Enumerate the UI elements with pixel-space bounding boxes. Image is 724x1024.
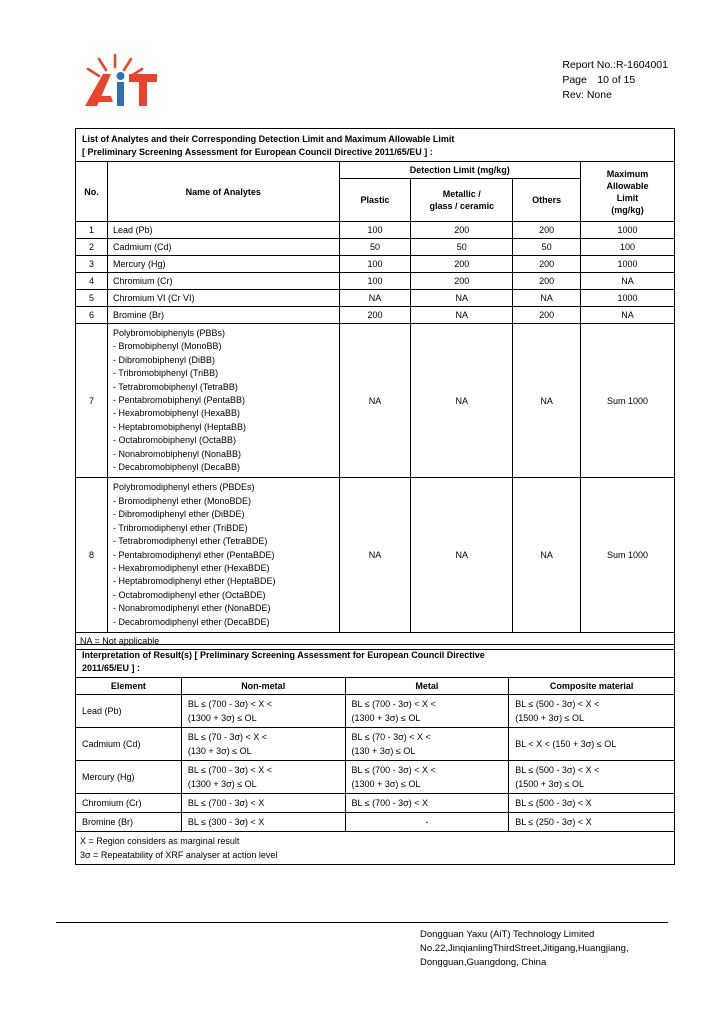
pbb-item: - Tetrabromobiphenyl (TetraBB) <box>112 381 238 392</box>
interp-line: BL < X < (150 + 3σ) ≤ OL <box>515 739 617 749</box>
pbde-item: - Decabromodiphenyl ether (DecaBDE) <box>112 616 270 627</box>
interp-composite <box>509 695 675 728</box>
ait-logo <box>75 54 195 110</box>
row-others: 200 <box>513 273 581 290</box>
interp-line: BL ≤ (700 - 3σ) < X <box>187 798 265 808</box>
pbde-item: - Tetrabromodiphenyl ether (TetraBDE) <box>112 536 268 547</box>
pbb-item: - Heptabromobiphenyl (HeptaBB) <box>112 421 247 432</box>
row-no: 8 <box>76 478 108 632</box>
pbb-item: - Hexabromobiphenyl (HexaBB) <box>112 408 241 419</box>
row-others: 50 <box>513 239 581 256</box>
analytes-title-line1: List of Analytes and their Corresponding Detection Limit and Maximum Allowable Limit <box>82 134 455 144</box>
note-line: 3σ = Repeatability of XRF analyser at action level <box>80 850 278 860</box>
page-footer <box>420 928 629 970</box>
row-max: Sum 1000 <box>581 478 675 632</box>
interp-metal <box>345 794 509 813</box>
row-name: Bromine (Br) <box>107 307 339 324</box>
header-plastic: Plastic <box>339 179 411 222</box>
analytes-table <box>75 161 675 650</box>
pbde-lead: Polybromodiphenyl ethers (PBDEs) <box>112 482 255 493</box>
row-metallic: NA <box>411 324 513 478</box>
footer-address-line2: Dongguan,Guangdong, China <box>420 957 547 968</box>
row-others: 200 <box>513 307 581 324</box>
table-row-pbb <box>76 324 675 478</box>
row-name: Chromium (Cr) <box>107 273 339 290</box>
pbb-item: - Decabromobiphenyl (DecaBB) <box>112 462 241 473</box>
row-plastic: 100 <box>339 222 411 239</box>
interp-notes-row <box>76 832 675 865</box>
interp-line: (1300 + 3σ) ≤ OL <box>351 779 421 789</box>
interp-non-metal <box>181 728 345 761</box>
interp-line: (1500 + 3σ) ≤ OL <box>515 713 585 723</box>
row-metallic: NA <box>411 307 513 324</box>
header-name: Name of Analytes <box>107 162 339 222</box>
analytes-title <box>75 128 675 161</box>
interp-composite <box>509 761 675 794</box>
pbde-item: - Dibromodiphenyl ether (DiBDE) <box>112 509 245 520</box>
row-metallic: NA <box>411 478 513 632</box>
interp-row <box>76 794 675 813</box>
header-metallic-l2: glass / ceramic <box>429 201 495 211</box>
pbde-item: - Tribromodiphenyl ether (TriBDE) <box>112 522 248 533</box>
pbde-item: - Pentabromodiphenyl ether (PentaBDE) <box>112 549 275 560</box>
interp-row <box>76 728 675 761</box>
revision: Rev: None <box>562 89 612 101</box>
header-no: No. <box>76 162 108 222</box>
table-row <box>76 290 675 307</box>
interp-line: (1500 + 3σ) ≤ OL <box>515 779 585 789</box>
pbde-item: - Hexabromodiphenyl ether (HexaBDE) <box>112 562 270 573</box>
interp-line: BL ≤ (700 - 3σ) < X < <box>351 765 436 775</box>
table-header-row <box>76 162 675 179</box>
row-others: NA <box>513 324 581 478</box>
interp-metal <box>345 728 509 761</box>
row-plastic: 200 <box>339 307 411 324</box>
interp-line: (1300 + 3σ) ≤ OL <box>187 713 257 723</box>
interp-metal <box>345 695 509 728</box>
row-max: NA <box>581 307 675 324</box>
row-plastic: 100 <box>339 256 411 273</box>
row-max: 100 <box>581 239 675 256</box>
row-max: Sum 1000 <box>581 324 675 478</box>
row-no: 4 <box>76 273 108 290</box>
row-name: Chromium VI (Cr VI) <box>107 290 339 307</box>
interp-non-metal <box>181 794 345 813</box>
row-name-list <box>107 324 339 478</box>
interp-line: BL ≤ (700 - 3σ) < X <box>351 798 428 808</box>
interp-line: (1300 + 3σ) ≤ OL <box>187 779 257 789</box>
interp-line: (130 + 3σ) ≤ OL <box>351 746 416 756</box>
interp-line: (130 + 3σ) ≤ OL <box>187 746 252 756</box>
table-row-pbde <box>76 478 675 632</box>
pbb-item: - Nonabromobiphenyl (NonaBB) <box>112 448 242 459</box>
interp-line: BL ≤ (70 - 3σ) < X < <box>351 732 431 742</box>
row-metallic: 50 <box>411 239 513 256</box>
header-metallic <box>411 179 513 222</box>
header-detection-limit: Detection Limit (mg/kg) <box>339 162 581 179</box>
interp-non-metal <box>181 813 345 832</box>
interpretation-title-line2: 2011/65/EU ] : <box>82 662 141 673</box>
row-no: 1 <box>76 222 108 239</box>
header-non-metal: Non-metal <box>181 678 345 695</box>
report-number: Report No.:R-1604001 <box>562 59 668 71</box>
footer-address-line1: No.22,JinqianlingThirdStreet,Jitigang,Huangjiang, <box>420 943 629 954</box>
interpretation-title-line1: Interpretation of Result(s) [ Preliminary Screening Assessment for European Council Directive <box>82 650 485 660</box>
header-max-l3: Limit <box>616 192 639 203</box>
interp-composite <box>509 728 675 761</box>
header-metal: Metal <box>345 678 509 695</box>
header-max-allowable <box>581 162 675 222</box>
table-row <box>76 239 675 256</box>
header-composite: Composite material <box>509 678 675 695</box>
pbde-item: - Nonabromodiphenyl ether (NonaBDE) <box>112 603 271 614</box>
row-others: 200 <box>513 222 581 239</box>
footer-divider <box>56 922 668 923</box>
pbb-item: - Octabromobiphenyl (OctaBB) <box>112 435 237 446</box>
row-no: 6 <box>76 307 108 324</box>
table-row <box>76 307 675 324</box>
footer-company: Dongguan Yaxu (AiT) Technology Limited <box>420 929 595 940</box>
interp-non-metal <box>181 695 345 728</box>
row-others: NA <box>513 290 581 307</box>
row-name: Lead (Pb) <box>107 222 339 239</box>
interpretation-table <box>75 677 675 865</box>
row-metallic: 200 <box>411 222 513 239</box>
interp-line: BL ≤ (250 - 3σ) < X <box>515 817 592 827</box>
interp-line: BL ≤ (500 - 3σ) < X < <box>515 699 600 709</box>
pbb-item: - Pentabromobiphenyl (PentaBB) <box>112 395 246 406</box>
row-plastic: NA <box>339 290 411 307</box>
table-row <box>76 256 675 273</box>
interp-composite <box>509 794 675 813</box>
interp-line: BL ≤ (700 - 3σ) < X < <box>351 699 436 709</box>
row-metallic: NA <box>411 290 513 307</box>
page-label: Page <box>562 74 587 86</box>
interp-header-row <box>76 678 675 695</box>
interp-element: Chromium (Cr) <box>76 794 182 813</box>
interp-line: BL ≤ (700 - 3σ) < X < <box>187 765 273 775</box>
row-plastic: 100 <box>339 273 411 290</box>
row-no: 3 <box>76 256 108 273</box>
header-max-l4: (mg/kg) <box>611 204 644 215</box>
header-element: Element <box>76 678 182 695</box>
pbde-item: - Heptabromodiphenyl ether (HeptaBDE) <box>112 576 276 587</box>
interp-element: Bromine (Br) <box>76 813 182 832</box>
note-line: X = Region considers as marginal result <box>80 836 240 846</box>
pbde-item: - Bromodiphenyl ether (MonoBDE) <box>112 495 252 506</box>
pbb-item: - Bromobiphenyl (MonoBB) <box>112 341 222 352</box>
row-plastic: 50 <box>339 239 411 256</box>
row-others: 200 <box>513 256 581 273</box>
interp-row <box>76 813 675 832</box>
pbb-item: - Dibromobiphenyl (DiBB) <box>112 354 216 365</box>
interp-line: BL ≤ (500 - 3σ) < X < <box>515 765 600 775</box>
interp-non-metal <box>181 761 345 794</box>
row-plastic: NA <box>339 478 411 632</box>
interp-element: Mercury (Hg) <box>76 761 182 794</box>
interp-line: BL ≤ (500 - 3σ) < X <box>515 798 592 808</box>
analytes-title-line2: [ Preliminary Screening Assessment for European Council Directive 2011/65/EU ] : <box>82 146 433 157</box>
interp-line: BL ≤ (70 - 3σ) < X < <box>187 732 268 742</box>
row-max: 1000 <box>581 256 675 273</box>
interp-element: Cadmium (Cd) <box>76 728 182 761</box>
header-metallic-l1: Metallic / <box>442 189 481 199</box>
row-metallic: 200 <box>411 256 513 273</box>
pbb-lead: Polybromobiphenyls (PBBs) <box>112 328 226 338</box>
page-indicator <box>562 73 668 88</box>
interp-element: Lead (Pb) <box>76 695 182 728</box>
interp-composite <box>509 813 675 832</box>
pbde-item: - Octabromodiphenyl ether (OctaBDE) <box>112 589 266 600</box>
interp-metal <box>345 761 509 794</box>
row-metallic: 200 <box>411 273 513 290</box>
interp-row <box>76 695 675 728</box>
page-header <box>0 48 724 118</box>
row-plastic: NA <box>339 324 411 478</box>
interp-line: BL ≤ (300 - 3σ) < X <box>187 817 265 827</box>
table-row <box>76 273 675 290</box>
interp-line: BL ≤ (700 - 3σ) < X < <box>187 699 273 709</box>
analytes-block <box>75 128 675 650</box>
analytes-footnote: NA = Not applicable <box>76 632 675 649</box>
header-others: Others <box>513 179 581 222</box>
row-no: 2 <box>76 239 108 256</box>
row-no: 7 <box>76 324 108 478</box>
interp-metal: - <box>345 813 509 832</box>
interpretation-block <box>75 644 675 865</box>
header-max-l1: Maximum <box>606 168 649 179</box>
interp-line: (1300 + 3σ) ≤ OL <box>351 713 421 723</box>
row-name: Cadmium (Cd) <box>107 239 339 256</box>
row-max: 1000 <box>581 222 675 239</box>
interp-row <box>76 761 675 794</box>
row-no: 5 <box>76 290 108 307</box>
page-value: 10 of 15 <box>597 74 636 86</box>
report-meta <box>562 58 668 103</box>
row-name: Mercury (Hg) <box>107 256 339 273</box>
row-others: NA <box>513 478 581 632</box>
interpretation-title <box>75 644 675 677</box>
header-max-l2: Allowable <box>606 180 649 191</box>
table-row <box>76 222 675 239</box>
row-name-list <box>107 478 339 632</box>
interp-notes <box>76 832 675 865</box>
row-max: 1000 <box>581 290 675 307</box>
row-max: NA <box>581 273 675 290</box>
pbb-item: - Tribromobiphenyl (TriBB) <box>112 368 219 379</box>
